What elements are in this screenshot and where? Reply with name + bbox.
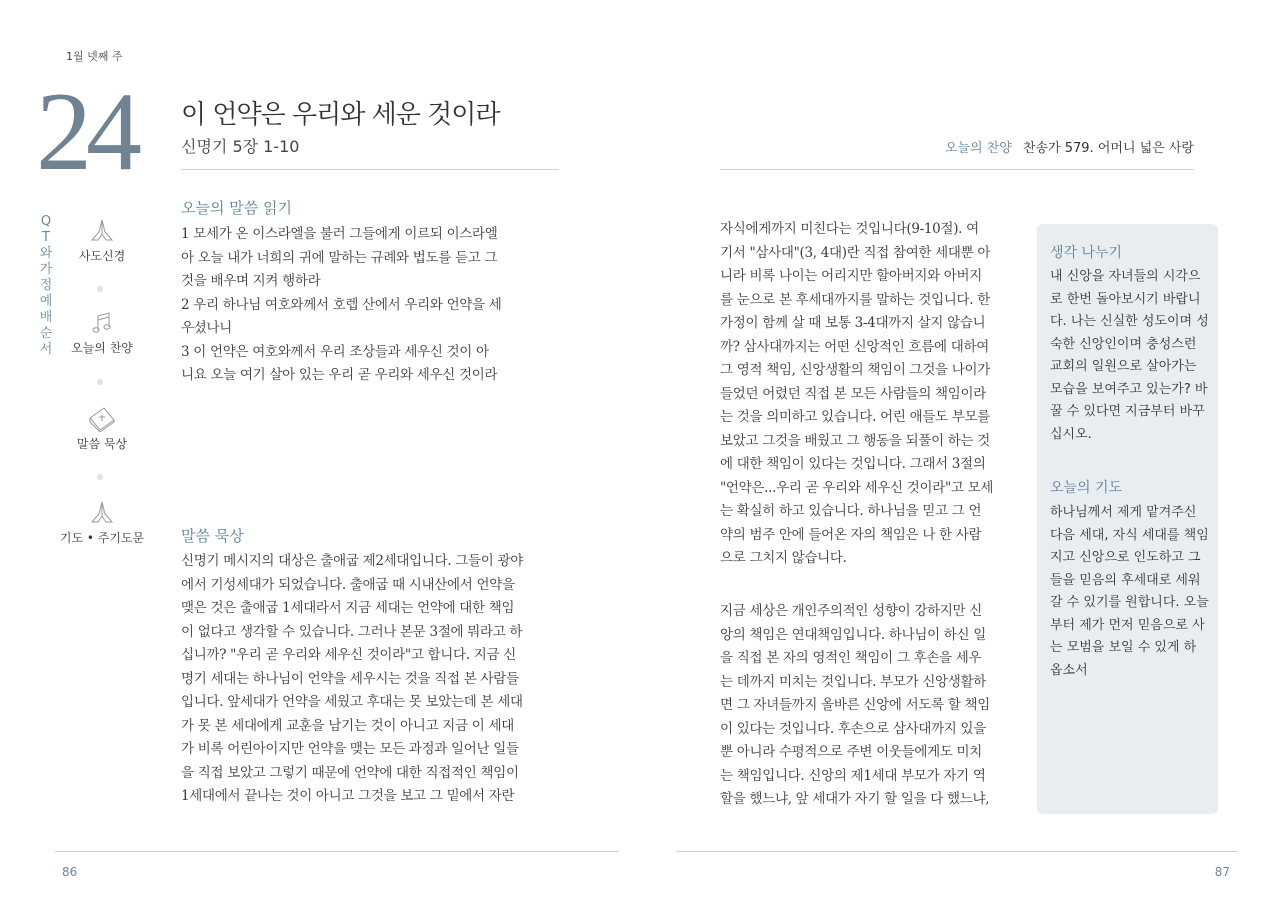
text-line: 십시오. [1050,426,1092,442]
text-line: 이 있다는 것입니다. 후손으로 삼사대까지 있을 [720,720,987,737]
text-line: 부터 제가 먼저 믿음으로 사 [1050,617,1205,633]
verse-line: 것을 배우며 지켜 행하라 [181,273,321,289]
sidebar-item-apostles-creed [52,218,152,264]
sidebar-item-label: 말씀 묵상 [76,437,128,451]
text-line: 가정이 함께 살 때 보통 3-4대까지 살지 않습니 [720,315,986,331]
hymn-title: 찬송가 579. 어머니 넓은 사랑 [1022,141,1194,156]
text-line: 뿐 아니라 수평적으로 주변 이웃들에게도 미치 [720,744,983,760]
sidebar-item-meditation [52,404,152,452]
text-line: 할을 했느냐, 앞 세대가 자기 할 일을 다 했느냐, [720,791,990,807]
text-line: 옵소서 [1050,662,1088,678]
page-number-left: 86 [62,865,78,879]
meditation-text [181,550,559,809]
text-line: 는 책임입니다. 신앙의 제1세대 부모가 자기 역 [720,767,986,784]
title-divider [181,169,559,170]
text-line: 을 직접 본 자의 영적인 책임이 그 후손을 세우 [720,650,982,666]
meditation-continued-para1 [720,218,1018,571]
reading-heading: 오늘의 말씀 읽기 [181,199,292,217]
prayer-text [1050,502,1210,682]
text-line: 숙한 신앙인이며 충성스런 [1050,336,1197,352]
page-number-right: 87 [1214,865,1230,879]
text-line: 지고 신앙으로 인도하고 그 [1050,550,1201,565]
text-line: 니라 비록 나이는 어리지만 할아버지와 아버지 [720,268,983,284]
text-line: 신명기 메시지의 대상은 출애굽 제2세대입니다. 그들이 광야 [181,553,524,569]
sidebar-item-prayer [52,500,152,546]
verse-line: 아 오늘 내가 너희의 귀에 말하는 규례와 법도를 듣고 그 [181,249,498,266]
text-line: 이 없다고 생각할 수 있습니다. 그러나 본문 3절에 뭐라고 하 [181,623,523,640]
separator-dot [97,286,103,292]
text-line: 면 그 자녀들까지 올바른 신앙에 서도록 할 책임 [720,697,991,713]
text-line: 는 확실히 하고 있습니다. 하나님을 믿고 그 언 [720,503,982,519]
text-line: 지금 세상은 개인주의적인 성향이 강하지만 신 [720,603,983,619]
text-line: 는 데까지 미치는 것입니다. 부모가 신앙생활하 [720,673,987,690]
praying-hands-icon [88,500,116,526]
text-line: 십니까? "우리 곧 우리와 세우신 것이라"고 합니다. 지금 신 [181,647,516,663]
separator-dot [97,474,103,480]
text-line: 다음 세대, 자식 세대를 책임 [1050,527,1209,543]
scripture-reading [181,223,559,388]
verse-line: 2 우리 하나님 여호와께서 호렙 산에서 우리와 언약을 세 [181,296,502,313]
meditation-heading: 말씀 묵상 [181,527,244,545]
praying-hands-icon [88,218,116,244]
text-line: 자식에게까지 미친다는 것입니다(9-10절). 여 [720,221,979,237]
text-line: 하나님께서 제게 맡겨주신 [1050,505,1197,520]
text-line: 명기 세대는 하나님이 언약을 세우시는 것을 직접 본 사람들 [181,670,519,687]
meditation-continued-para2 [720,600,1018,812]
sharing-text [1050,266,1210,446]
text-line: 맺은 것은 출애굽 1세대라서 지금 세대는 언약에 대한 책임 [181,600,515,616]
footer-divider-right [676,851,1238,852]
sidebar-item-todays-hymn [52,310,152,356]
text-line: 내 신앙을 자녀들의 시각으 [1050,269,1201,284]
text-line: 들을 믿음의 후세대로 세워 [1050,572,1201,588]
text-line: 가 못 본 세대에게 교훈을 남기는 것이 아니고 지금 이 세대 [181,717,514,734]
text-line: 다. 나는 신실한 성도이며 성 [1050,314,1209,329]
hymn-divider [720,169,1194,170]
sharing-heading: 생각 나누기 [1050,245,1123,261]
sidebar-item-label: 기도 • 주기도문 [59,531,145,545]
text-line: 는 모범을 보일 수 있게 하 [1050,640,1197,655]
text-line: 들었던 어렸던 직접 본 모든 사람들의 책임이라 [720,385,987,402]
text-line: 가 비록 어린아이지만 언약을 맺는 모든 과정과 일어난 일들 [181,741,519,757]
sidebar-vertical-title: QT와 가정예배 순서 [39,214,53,357]
separator-dot [97,379,103,385]
verse-line: 우셨나니 [181,320,232,336]
text-line: 에 대한 책임이 있다는 것입니다. 그래서 3절의 [720,456,986,472]
text-line: 는 것을 의미하고 있습니다. 어린 애들도 부모를 [720,409,991,425]
text-line: 교회의 일원으로 살아가는 [1050,359,1197,374]
sidebar-item-label: 오늘의 찬양 [71,341,133,355]
text-line: 을 직접 보았고 그렇기 때문에 언약에 대한 직접적인 책임이 [181,764,519,781]
text-line: 모습을 보여주고 있는가? 바 [1050,381,1208,397]
text-line: "언약은...우리 곧 우리와 세우신 것이라"고 모세 [720,479,994,496]
text-line: 그 영적 책임, 신앙생활의 책임이 그것을 나이가 [720,362,991,378]
sidebar-item-label: 사도신경 [78,249,126,263]
bible-icon [86,404,118,432]
scripture-reference: 신명기 5장 1-10 [181,137,300,156]
text-line: 입니다. 앞세대가 언약을 세웠고 후대는 못 보았는데 본 세대 [181,694,523,710]
verse-line: 니요 오늘 여기 살아 있는 우리 곧 우리와 세우신 것이라 [181,367,498,383]
week-label: 1월 넷째 주 [66,50,123,63]
page-title: 이 언약은 우리와 세운 것이라 [181,100,500,130]
footer-divider-left [55,851,619,852]
text-line: 으로 그치지 않습니다. [720,550,847,566]
prayer-heading: 오늘의 기도 [1050,480,1123,496]
hymn-header [720,137,1194,156]
text-line: 약의 범주 안에 들어온 자의 책임은 나 한 사람 [720,526,982,543]
text-line: 에서 기성세대가 되었습니다. 출애굽 때 시내산에서 언약을 [181,576,515,593]
text-line: 기서 "삼사대"(3, 4대)란 직접 참여한 세대뿐 아 [720,244,991,261]
day-number: 24 [36,70,136,194]
text-line: 갈 수 있기를 원합니다. 오늘 [1050,595,1209,610]
verse-line: 3 이 언약은 여호와께서 우리 조상들과 세우신 것이 아 [181,343,489,360]
verse-line: 1 모세가 온 이스라엘을 불러 그들에게 이르되 이스라엘 [181,226,498,242]
music-note-icon [89,310,115,336]
text-line: 앙의 책임은 연대책임입니다. 하나님이 하신 일 [720,626,987,643]
text-line: 를 눈으로 본 후세대까지를 말하는 것입니다. 한 [720,291,991,308]
hymn-label: 오늘의 찬양 [944,141,1012,156]
text-line: 로 한번 돌아보시기 바랍니 [1050,291,1201,307]
text-line: 1세대에서 끝나는 것이 아니고 그것을 보고 그 밑에서 자란 [181,788,515,804]
text-line: 꿀 수 있다면 지금부터 바꾸 [1050,404,1205,419]
text-line: 까? 삼사대까지는 어떤 신앙적인 흐름에 대하여 [720,338,989,355]
text-line: 보았고 그것을 배웠고 그 행동을 되풀이 하는 것 [720,432,991,449]
